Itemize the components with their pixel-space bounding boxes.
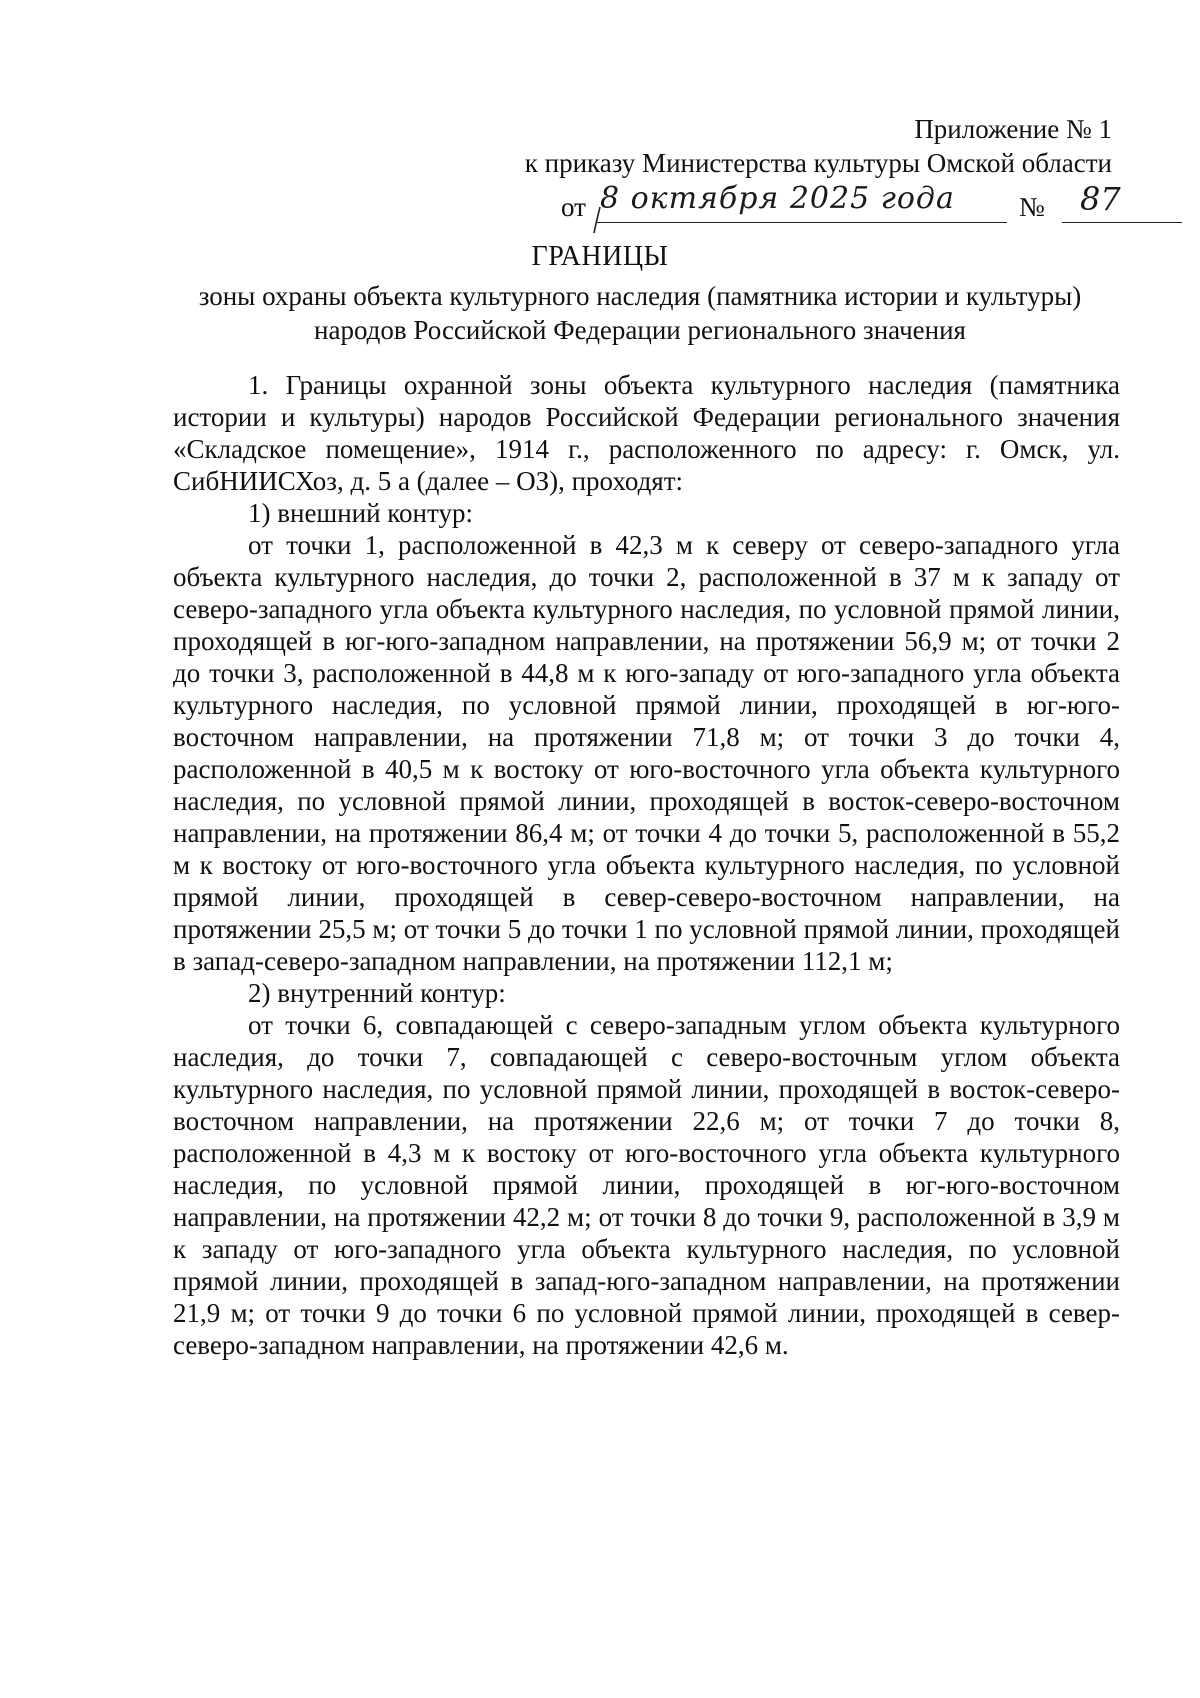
pen-flourish-icon (540, 205, 660, 235)
outer-contour-paragraph: от точки 1, расположенной в 42,3 м к северу от северо-западного угла объекта культурного наследия, до точки 2, расположенной в 37 м к западу от северо-западного угла объекта культурного наследия, по условной прямой линии, проходящей в юг-юго-западном направлении, на протяжении 56,9 м; от точки 2 до точки 3, расположенной в 44,8 м к юго-западу от юго-западного угла объекта культурного наследия, по условной прямой линии, проходящей в юг-юго-восточном направлении, на протяжении 71,8 м; от точки 3 до точки 4, расположенной в 40,5 м к востоку от юго-восточного угла объекта культурного наследия, по условной прямой линии, проходящей в восток-северо-восточном направлении, на протяжении 86,4 м; от точки 4 до точки 5, расположенной в 55,2 м к востоку от юго-восточного угла объекта культурного наследия, по условной прямой линии, проходящей в север-северо-восточном направлении, на протяжении 25,5 м; от точки 5 до точки 1 по условной прямой линии, проходящей в запад-северо-западном направлении, на протяжении 112,1 м; (173, 530, 1120, 976)
inner-contour-heading: 2) внутренний контур: (248, 978, 506, 1008)
order-reference: к приказу Министерства культуры Омской области (524, 148, 1112, 178)
subtitle-line-2: народов Российской Федерации регионального значения (314, 315, 966, 345)
handwritten-number: 87 (1080, 180, 1121, 218)
appendix-label: Приложение № 1 (914, 114, 1112, 144)
from-label: от (561, 192, 586, 222)
outer-contour-heading: 1) внешний контур: (248, 498, 473, 528)
number-underline (1062, 222, 1182, 223)
subtitle-line-1: зоны охраны объекта культурного наследия (памятника истории и культуры) (198, 281, 1082, 311)
number-label: № (1019, 192, 1045, 222)
document-subtitle (160, 279, 1120, 347)
document-body (173, 369, 1120, 1361)
document-title: ГРАНИЦЫ (531, 241, 669, 272)
handwritten-date: 8 октября 2025 года (600, 181, 955, 216)
inner-contour-paragraph: от точки 6, совпадающей с северо-западным углом объекта культурного наследия, до точки 7, совпадающей с северо-восточным углом объекта культурного наследия, по условной прямой линии, проходящей в восток-северо-восточном направлении, на протяжении 22,6 м; от точки 7 до точки 8, расположенной в 4,3 м к востоку от юго-восточного угла объекта культурного наследия, по условной прямой линии, проходящей в юг-юго-восточном направлении, на протяжении 42,2 м; от точки 8 до точки 9, расположенной в 3,9 м к западу от юго-западного угла объекта культурного наследия, по условной прямой линии, проходящей в запад-юго-западном направлении, на протяжении 21,9 м; от точки 9 до точки 6 по условной прямой линии, проходящей в север-северо-западном направлении, на протяжении 42,6 м. (173, 1010, 1120, 1360)
intro-paragraph: 1. Границы охранной зоны объекта культурного наследия (памятника истории и культуры) народов Российской Федерации регионального значения «Складское помещение», 1914 г., расположенного по адресу: г. Омск, ул. СибНИИСХоз, д. 5 а (далее – ОЗ), проходят: (173, 370, 1120, 496)
